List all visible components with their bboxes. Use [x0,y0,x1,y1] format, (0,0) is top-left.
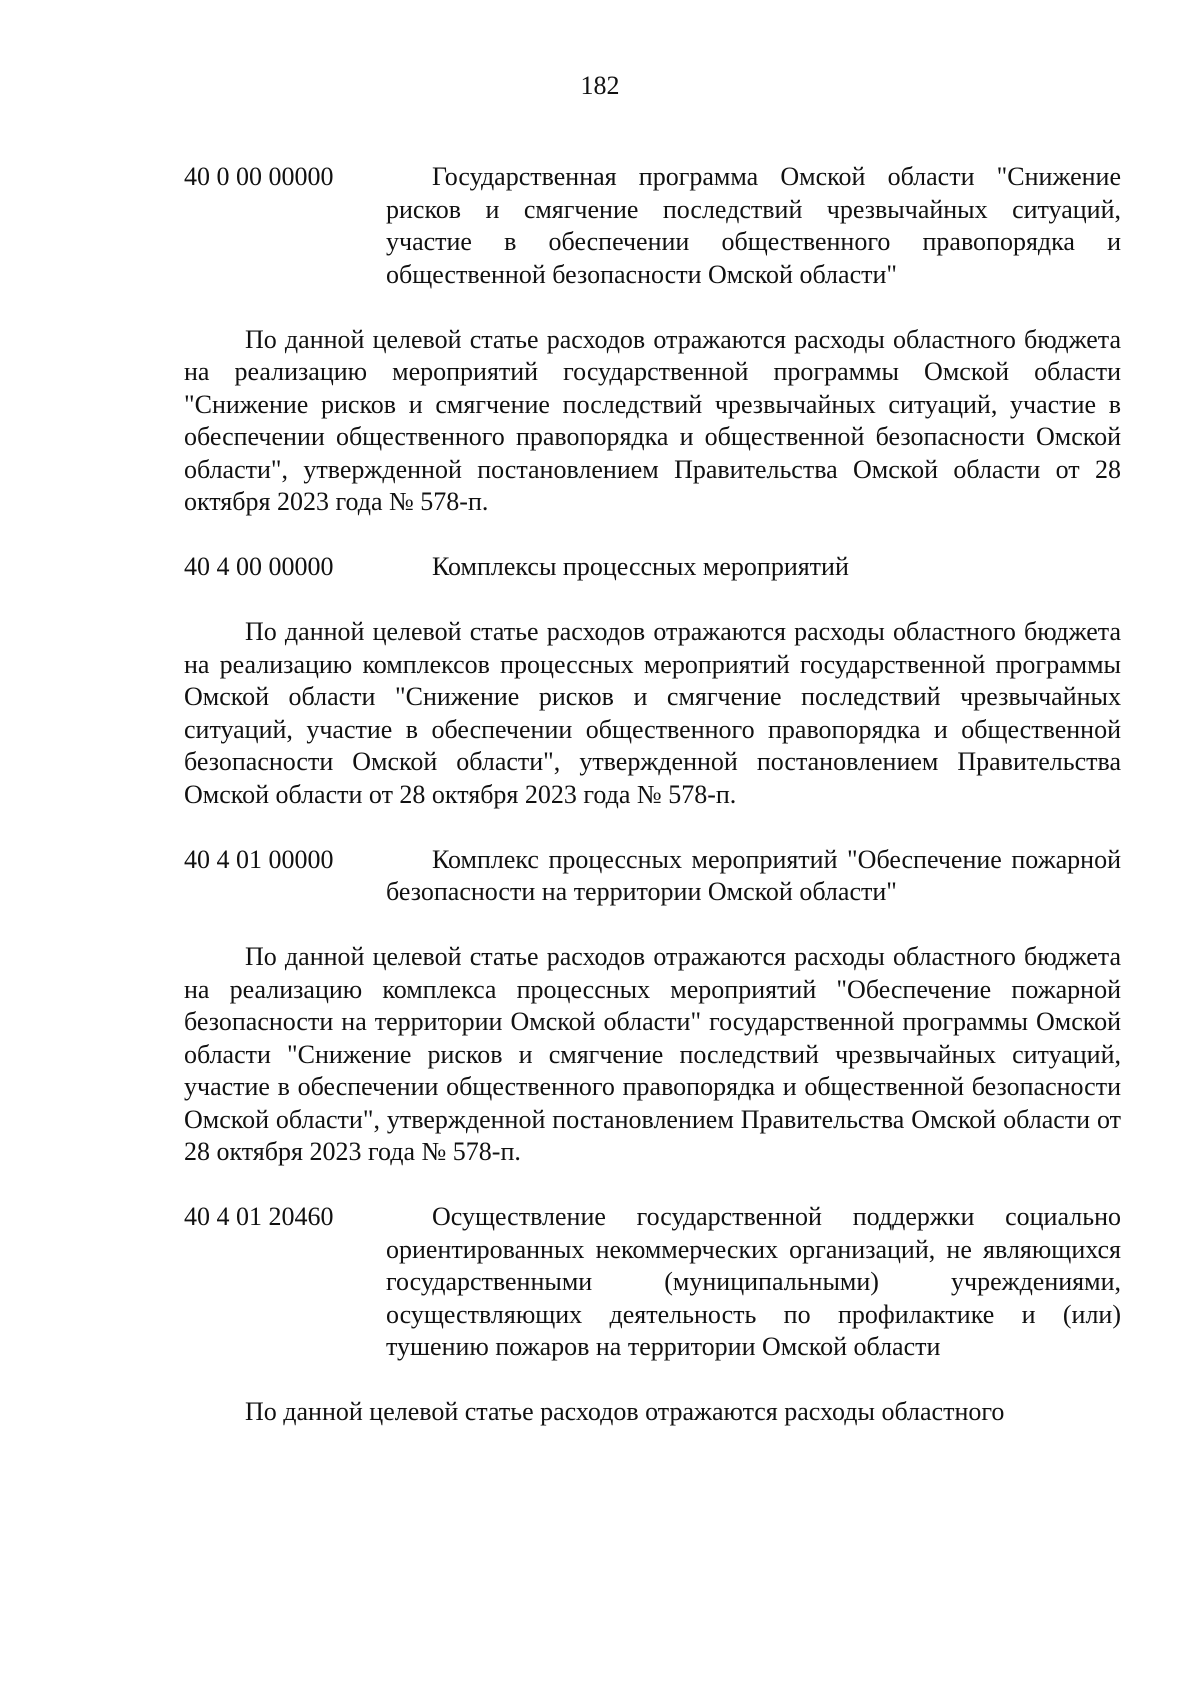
section-heading [184,551,1121,584]
section-title: Комплекс процессных мероприятий "Обеспечение пожарной безопасности на территории Омской области" [386,844,1121,906]
section-description: По данной целевой статье расходов отражаются расходы областного бюджета на реализацию комплекса процессных мероприятий "Обеспечение пожарной безопасности на территории Омской области" государственной программы Омской области "Снижение рисков и смягчение последствий чрезвычайных ситуаций, участие в обеспечении общественного правопорядка и общественной безопасности Омской области", утвержденной постановлением Правительства Омской области от 28 октября 2023 года № 578-п. [184,942,1121,1166]
document-body [184,161,1121,1461]
section-description: По данной целевой статье расходов отражаются расходы областного [245,1397,1005,1426]
section-description: По данной целевой статье расходов отражаются расходы областного бюджета на реализацию комплексов процессных мероприятий государственной программы Омской области "Снижение рисков и смягчение последствий чрезвычайных ситуаций, участие в обеспечении общественного правопорядка и общественной безопасности Омской области", утвержденной постановлением Правительства Омской области от 28 октября 2023 года № 578-п. [184,617,1121,809]
page-number: 182 [580,71,620,100]
section-heading [184,844,1121,909]
budget-code: 40 0 00 00000 [184,162,334,191]
section-heading [184,1201,1121,1364]
section-title: Государственная программа Омской области "Снижение рисков и смягчение последствий чрезвычайных ситуаций, участие в обеспечении общественного правопорядка и общественной безопасности Омской области" [386,162,1121,289]
section-heading [184,161,1121,291]
section-description: По данной целевой статье расходов отражаются расходы областного бюджета на реализацию мероприятий государственной программы Омской области "Снижение рисков и смягчение последствий чрезвычайных ситуаций, участие в обеспечении общественного правопорядка и общественной безопасности Омской области", утвержденной постановлением Правительства Омской области от 28 октября 2023 года № 578-п. [184,324,1121,516]
section-title: Осуществление государственной поддержки социально ориентированных некоммерческих организаций, не являющихся государственными (муниципальными) учреждениями, осуществляющих деятельность по профилактике и (или) тушению пожаров на территории Омской области [386,1202,1121,1361]
budget-code: 40 4 01 20460 [184,1202,334,1231]
budget-code: 40 4 00 00000 [184,552,334,581]
budget-code: 40 4 01 00000 [184,844,334,874]
section-title: Комплексы процессных мероприятий [432,552,849,581]
